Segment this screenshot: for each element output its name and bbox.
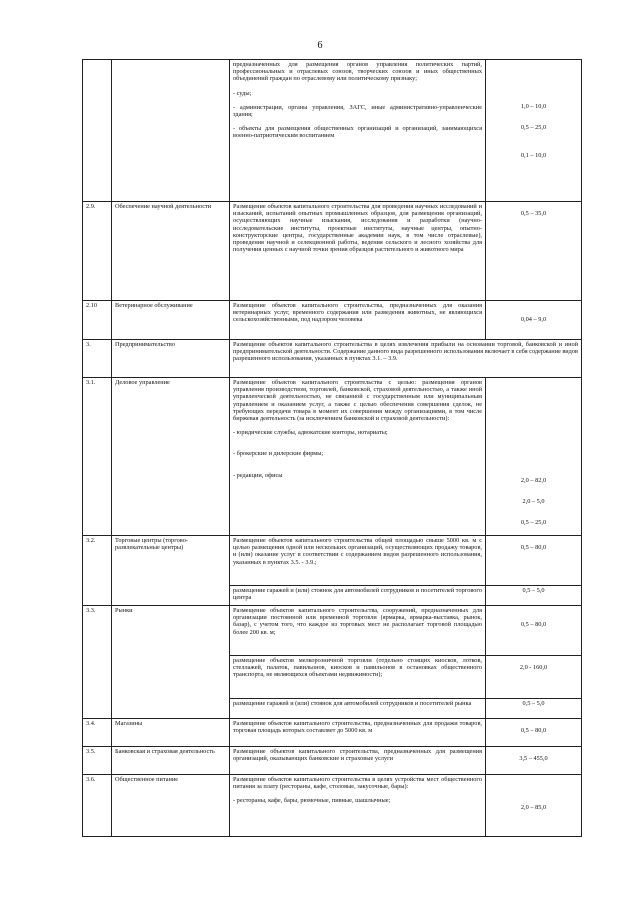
row-description: Размещение объектов капитального строительства, предназначенных для продажи товаров, торговая площадь которых составляет до 5000 кв. м (230, 719, 486, 747)
table-row (83, 301, 582, 340)
row-code: 3.2. (83, 536, 112, 606)
desc-line: - юридические службы, адвокатские конторы, нотариаты; (233, 429, 388, 437)
row-description: Размещение объектов капитального строительства для проведения научных исследований и изысканий, испытаний опытных промышленных образцов, для размещения организаций, осуществляющих научные изыскания, исследования и разработки (научно-исследовательские институты, проектные институты, научные центры, опытно-конструкторские центры, государственные академии наук, в том числе отраслевые), проведения научной и селекционной работы, ведения сельского и лесного хозяйства для получения ценных с научной точки зрения образцов растительного и животного мира (230, 202, 486, 301)
row-value (486, 747, 582, 775)
table-row (83, 606, 582, 656)
row-code: 3.5. (83, 747, 112, 775)
row-value (486, 536, 582, 586)
value-line: 2,0 – 82,0 (520, 477, 547, 484)
row-name: Предпринимательство (112, 340, 230, 378)
row-code: 3.6. (83, 775, 112, 837)
row-value (486, 60, 582, 202)
desc-line: - рестораны, кафе, бары, рюмочные, пивные, шашлычные; (233, 797, 391, 805)
desc-line: предназначенных для размещения органов управления политических партий, профессиональных и отраслевых союзов, творческих союзов и иных общественных объединений граждан по отраслевому или политическому признаку; (233, 61, 482, 83)
row-code: 3.4. (83, 719, 112, 747)
value-line: 3,5 – 455,0 (519, 755, 548, 762)
row-description: Размещение объектов капитального строительства в целях извлечения прибыли на основании торговой, банковской и иной предпринимательской деятельности. Содержание данного вида разрешенного использования включает в себя содержание видов разрешенного использования, указанных в пунктах 3.1. – 3.9. (230, 340, 582, 378)
row-name: Торговые центры (торгово-развлекательные центры) (112, 536, 230, 606)
row-value: 0,5 – 5,0 (486, 699, 582, 719)
row-name: Деловое управление (112, 378, 230, 536)
table-row (83, 747, 582, 775)
row-name: Обеспечение научной деятельности (112, 202, 230, 301)
row-description (230, 60, 486, 202)
desc-line: Размещение объектов капитального строительства с целью: размещения органов управления производством, торговлей, банковской, страховой деятельностью, а также иной управленческой деятельностью, не связанной с государственным или муниципальным управлением и оказанием услуг, а также с целью обеспечения совершения сделок, не требующих передачи товара в момент их совершения между организациями, в том числе биржевая деятельность (за исключением банковской и страховой деятельности): (233, 379, 482, 423)
value-line: 0,5 – 80,0 (520, 621, 547, 628)
value-line: 0,04 – 9,0 (520, 316, 547, 323)
row-description: Размещение объектов капитального строительства, сооружений, предназначенных для организации постоянной или временной торговли (ярмарка, ярмарка-выставка, рынок, базар), с учетом того, что каждое из торговых мест не располагает торговой площадью более 200 кв. м; (230, 606, 486, 656)
table-row (83, 340, 582, 378)
row-code: 2.9. (83, 202, 112, 301)
desc-line: - администрации, органы управления, ЗАГС, иные административно-управленческие здания; (233, 103, 482, 119)
page-number: 6 (317, 40, 323, 51)
row-code (83, 60, 112, 202)
row-description: размещение объектов мелкорозничной торговли (отдельно стоящих киосков, лотков, стеллажей, палаток, павильонов, киосков и павильонов в остановках общественного транспорта, не являющихся объектами недвижимости); (230, 656, 486, 699)
row-value (486, 378, 582, 536)
desc-line: - брокерские и дилерские фирмы; (233, 450, 324, 458)
desc-line: Размещение объектов капитального строительства в целях устройства мест общественного питания за плату (рестораны, кафе, столовые, закусочные, бары): (233, 776, 482, 791)
table-row (83, 378, 582, 536)
table-row (83, 775, 582, 837)
row-value (486, 775, 582, 837)
value-line: 0,5 – 80,0 (520, 544, 547, 551)
desc-line: - редакции, офисы (233, 471, 283, 479)
table-row (83, 60, 582, 202)
table-row (83, 202, 582, 301)
table-row (83, 536, 582, 586)
row-name: Магазины (112, 719, 230, 747)
row-description (230, 775, 486, 837)
row-name: Общественное питание (112, 775, 230, 837)
row-code: 3.1. (83, 378, 112, 536)
row-code: 2.10 (83, 301, 112, 340)
row-description: размещение гаражей и (или) стоянок для автомобилей сотрудников и посетителей торгового центра (230, 586, 486, 606)
desc-line: - объекты для размещения общественных организаций и организаций, занимающихся военно-патриотическим воспитанием (233, 125, 482, 140)
row-description: Размещение объектов капитального строительства общей площадью свыше 5000 кв. м с целью размещения одной или нескольких организаций, осуществляющих продажу товаров, и (или) оказание услуг в соответствии с содержанием видов разрешенного использования, указанных в пунктах 3.5. - 3.9.; (230, 536, 486, 586)
row-description: Размещение объектов капитального строительства, предназначенных для размещения организаций, оказывающих банковские и страховые услуги (230, 747, 486, 775)
value-line: 0,5 – 80,0 (520, 727, 547, 734)
row-value (486, 202, 582, 301)
row-name: Рынки (112, 606, 230, 719)
row-value (486, 606, 582, 656)
row-value (486, 656, 582, 699)
row-name: Банковская и страховая деятельность (112, 747, 230, 775)
table-row (83, 719, 582, 747)
value-line: 0,5 – 25,0 (520, 124, 547, 132)
desc-line: - суды; (233, 89, 252, 97)
row-name (112, 60, 230, 202)
row-code: 3. (83, 340, 112, 378)
value-line: 2,0 - 160,0 (519, 664, 548, 671)
land-use-table (82, 59, 582, 837)
row-value: 0,5 – 5,0 (486, 586, 582, 606)
row-description (230, 378, 486, 536)
row-description: Размещение объектов капитального строительства, предназначенных для оказания ветеринарных услуг, временного содержания или разведения животных, не являющихся сельскохозяйственными, под надзором человека (230, 301, 486, 340)
value-line: 1,0 – 10,0 (520, 103, 547, 110)
row-description: размещение гаражей и (или) стоянок для автомобилей сотрудников и посетителей рынка (230, 699, 486, 719)
value-line: 2,0 – 5,0 (522, 498, 545, 506)
value-line: 0,1 – 10,0 (520, 152, 547, 160)
value-line: 2,0 – 85,0 (520, 804, 547, 811)
row-value (486, 719, 582, 747)
value-line: 0,5 – 35,0 (520, 210, 547, 217)
row-name: Ветеринарное обслуживание (112, 301, 230, 340)
row-code: 3.3. (83, 606, 112, 719)
row-value (486, 301, 582, 340)
value-line: 0,5 – 25,0 (520, 519, 547, 527)
